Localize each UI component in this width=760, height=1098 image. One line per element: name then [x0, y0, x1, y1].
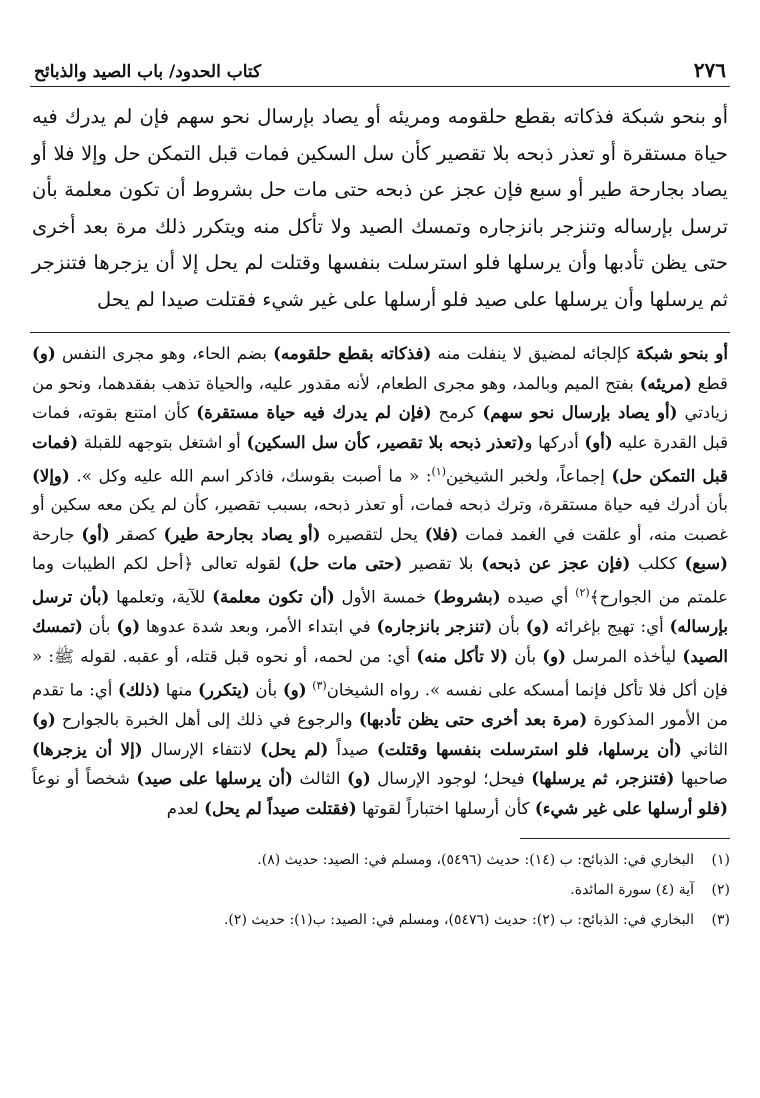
commentary-segment: جارحة: [32, 524, 82, 544]
footnote-ref: (٣): [312, 678, 327, 692]
footnote-ref: (١): [431, 464, 446, 478]
book-title: كتاب الحدود/ باب الصيد والذبائح: [34, 62, 262, 82]
commentary-segment: أي: تهيج بإغرائه: [549, 617, 670, 637]
section-divider: [30, 332, 730, 333]
commentary-quote: (تمسك الصيد): [32, 616, 729, 667]
footnote-item: [30, 875, 730, 905]
commentary-segment: خمسة الأول: [334, 587, 433, 607]
commentary-quote: (أن يرسلها على صيد): [136, 768, 293, 789]
commentary-segment: ليأخذه المرسل: [566, 647, 683, 667]
commentary-quote: (حتى مات حل): [288, 553, 403, 574]
commentary-quote: (أو): [584, 432, 613, 453]
footnote-number: (٣): [711, 911, 730, 928]
commentary-quote: أو بنحو شبكة: [636, 343, 729, 363]
commentary-segment: يحل لتقصيره: [320, 524, 425, 544]
commentary-segment: بأن: [492, 617, 526, 637]
commentary-quote: (أن تكون معلمة): [212, 586, 335, 607]
commentary-quote: (و): [32, 709, 56, 730]
commentary-segment: إجماعاً، ولخبر الشيخين: [445, 466, 612, 486]
commentary-segment: الثالث: [292, 769, 347, 789]
commentary-quote: (مريئه): [639, 372, 692, 393]
commentary-quote: (بشروط): [432, 586, 501, 607]
commentary-quote: (وإلا): [32, 465, 70, 486]
commentary-segment: لانتفاء الإرسال: [142, 739, 261, 759]
commentary-segment: أو اشتغل بتوجهه للقبلة: [78, 433, 247, 453]
commentary-segment: أدركها و: [524, 433, 585, 453]
commentary-quote: (سبع): [684, 553, 728, 574]
commentary-segment: قطع: [691, 373, 728, 393]
commentary-segment: كرمح: [431, 403, 483, 423]
commentary-quote: (و): [525, 616, 550, 637]
commentary-quote: (مرة بعد أخرى حتى يظن تأدبها): [358, 709, 588, 730]
commentary-segment: بأن: [82, 617, 117, 637]
commentary-quote: (فتنزجر، ثم يرسلها): [531, 768, 675, 789]
commentary-quote: (فذكاته بقطع حلقومه): [273, 343, 432, 363]
commentary-segment: كأن أرسلها اختباراً لقوتها: [356, 799, 535, 819]
commentary-segment: بأن أدرك فيه حياة مستقرة، وترك ذبحه فمات، أو تعذر ذبحه، بسبب تقصير، كأن لم يكن معه سكين أو غصبت منه، أو علقت في الغمد فمات: [32, 495, 728, 544]
commentary-quote: (فقتلت صيداً لم يحل): [204, 798, 357, 819]
running-header: [30, 40, 730, 87]
commentary-quote: (أو): [81, 523, 110, 544]
commentary-segment: أي: من لحمه، أو نحوه قبل قتله، أو عقبه. لقوله ﷺ: « فإن أكل فلا تأكل فإنما أمسكه على نفسه ». رواه الشيخان: [32, 647, 728, 700]
commentary-segment: أي: ما تقدم من الأمور المذكورة: [32, 680, 728, 730]
commentary-segment: والرجوع في ذلك إلى أهل الخبرة بالجوارح: [55, 710, 359, 730]
commentary-segment: منها: [160, 680, 199, 700]
commentary-quote: (فمات قبل التمكن حل): [32, 432, 728, 486]
commentary-quote: (تنزجر بانزجاره): [376, 616, 493, 637]
commentary-quote: (فلا): [424, 523, 459, 544]
commentary-segment: بلا تقصير: [402, 554, 482, 574]
commentary-segment: أي صيده: [500, 587, 576, 607]
page-number: ٢٧٦: [693, 58, 726, 82]
footnote-text: البخاري في: الذبائح: ب (١٤): حديث (٥٤٩٦)، ومسلم في: الصيد: حديث (٨).: [257, 851, 694, 868]
commentary-quote: (إلا أن يزجرها): [32, 738, 143, 759]
commentary-segment: بضم الحاء، وهو مجرى النفس: [55, 344, 274, 363]
footnote-number: (١): [711, 851, 730, 868]
commentary-segment: صاحبها: [674, 769, 729, 789]
commentary-quote: (و): [282, 679, 307, 700]
commentary-quote: (و): [116, 616, 141, 637]
commentary-segment: كأن امتنع بقوته، فمات قبل القدرة عليه: [32, 403, 729, 453]
commentary-segment: : « ما أصبت بقوسك، فاذكر اسم الله عليه وكل ».: [69, 466, 432, 486]
commentary-quote: (و): [32, 343, 56, 363]
commentary-quote: (تعذر ذبحه بلا تقصير، كأن سل السكين): [246, 432, 525, 453]
footnotes: [30, 838, 730, 935]
commentary-quote: (لا تأكل منه): [416, 646, 508, 667]
commentary-quote: (و): [346, 768, 371, 789]
commentary-segment: لقوله تعالى ﴿أحل لكم الطيبات وما علمتم من الجوارح﴾: [32, 554, 728, 607]
main-text: أو بنحو شبكة فذكاته بقطع حلقومه ومريئه أو يصاد بإرسال نحو سهم فإن لم يدرك فيه حياة مستقرة أو تعذر ذبحه بلا تقصير كأن سل السكين فمات قبل التمكن حل وإلا فلا أو يصاد بجارحة طير أو سبع فإن عجز عن ذبحه حتى مات حل بشروط أن تكون معلمة بأن ترسل بإرساله وتنزجر بانزجاره وتمسك الصيد ولا تأكل منه ويتكرر ذلك مرة بعد أخرى حتى يظن تأدبها وأن يرسلها فلو استرسلت بنفسها وقتلت لم يحل إلا أن يزجرها فتنزجر ثم يرسلها وأن يرسلها على صيد فلو أرسلها على غير شيء فقتلت صيدا لم يحل: [32, 105, 728, 311]
footnote-item: [30, 905, 730, 935]
commentary-quote: (و): [542, 646, 567, 667]
footnote-ref: (٢): [575, 586, 590, 600]
footnote-text: آية (٤) سورة المائدة.: [570, 881, 694, 898]
commentary-segment: كصقر: [109, 524, 164, 544]
commentary-quote: (فلو أرسلها على غير شيء): [534, 798, 728, 819]
commentary-quote: (فإن عجز عن ذبحه): [481, 553, 631, 574]
footnote-number: (٢): [711, 881, 730, 898]
footnote-item: [30, 845, 730, 875]
commentary-segment: صيداً: [328, 739, 377, 759]
commentary-segment: فيحل؛ لوجود الإرسال: [370, 769, 532, 789]
commentary-quote: (أو يصاد بإرسال نحو سهم): [482, 402, 678, 423]
commentary-segment: لعدم: [166, 799, 205, 819]
commentary-quote: (أو يصاد بجارحة طير): [163, 523, 321, 544]
commentary-quote: (لم يحل): [260, 738, 329, 759]
commentary-quote: (بأن ترسل بإرساله): [32, 586, 728, 637]
commentary-quote: (ذلك): [118, 679, 161, 700]
book-page: [30, 40, 730, 935]
commentary-text: [30, 339, 730, 824]
commentary-segment: الثاني: [681, 739, 729, 759]
commentary-quote: (أن يرسلها، فلو استرسلت بنفسها وقتلت): [376, 738, 682, 759]
commentary-segment: كإلجائه لمضيق لا ينفلت منه: [431, 344, 637, 363]
commentary-quote: (يتكرر): [198, 679, 250, 700]
commentary-segment: بأن: [249, 680, 283, 700]
commentary-segment: شخصاً أو نوعاً: [32, 769, 137, 789]
commentary-segment: بأن: [507, 647, 543, 667]
commentary-quote: (فإن لم يدرك فيه حياة مستقرة): [196, 402, 432, 423]
footnote-text: البخاري في: الذبائح: ب (٢): حديث (٥٤٧٦)، ومسلم في: الصيد: ب(١): حديث (٢).: [223, 911, 694, 928]
footnote-divider: [520, 838, 730, 839]
commentary-segment: في ابتداء الأمر، وبعد شدة عدوها: [140, 617, 377, 637]
commentary-segment: بفتح الميم وبالمد، وهو مجرى الطعام، لأنه مقدور عليه، والحياة تذهب بفقدهما، ونحو من زيادتي: [32, 373, 728, 423]
commentary-segment: للآية، وتعلمها: [109, 587, 213, 607]
commentary-segment: ككلب: [630, 554, 685, 574]
